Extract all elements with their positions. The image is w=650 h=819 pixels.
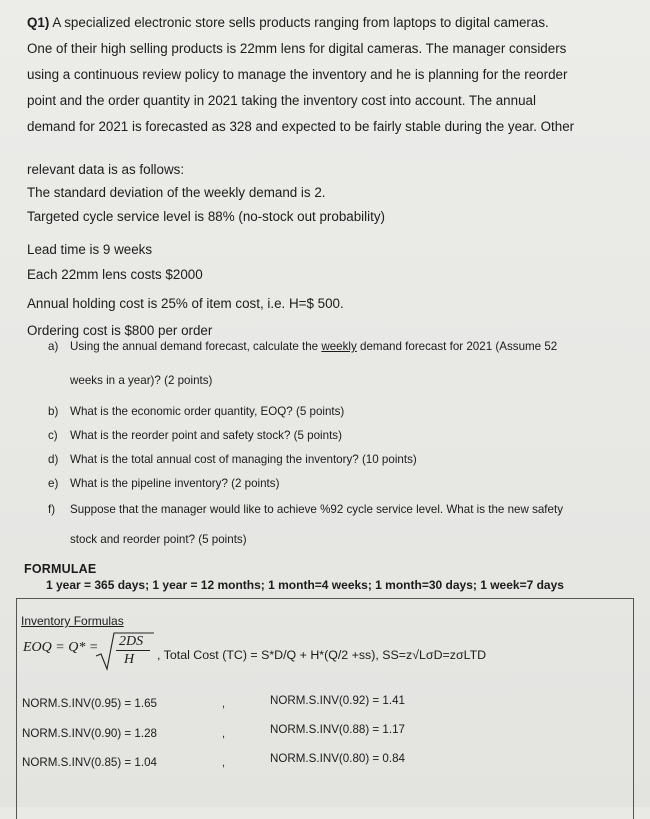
inventory-formulas-title: Inventory Formulas: [21, 614, 124, 628]
item-label: e): [48, 477, 59, 490]
list-item-d: [48, 452, 608, 468]
eoq-denominator: H: [124, 652, 135, 667]
question-line-6: relevant data is as follows:: [27, 162, 185, 177]
list-item-b: [48, 404, 608, 420]
item-label: f): [48, 503, 56, 516]
holding-cost-line: Annual holding cost is 25% of item cost, i.e. H=$ 500.: [27, 296, 344, 311]
underlined-word: weekly: [321, 340, 357, 353]
item-text: Suppose that the manager would like to achieve %92 cycle service level. What is the new safety: [70, 503, 563, 516]
eoq-lhs: EOQ = Q* =: [23, 640, 99, 655]
separator: ,: [222, 728, 226, 740]
list-item-e: [48, 476, 608, 492]
item-text-post: demand forecast for 2021 (Assume 52: [356, 340, 558, 353]
item-text: What is the total annual cost of managing the inventory? (10 points): [70, 453, 417, 466]
question-text: A specialized electronic store sells products ranging from laptops to digital cameras.: [52, 15, 549, 30]
item-label: a): [48, 340, 59, 353]
list-item-c: [48, 428, 608, 444]
norm-right-3: NORM.S.INV(0.80) = 0.84: [270, 752, 405, 765]
service-level-line: Targeted cycle service level is 88% (no-stock out probability): [27, 209, 385, 224]
norm-left-2: NORM.S.INV(0.90) = 1.28: [22, 727, 157, 740]
separator: ,: [222, 757, 226, 769]
item-label: d): [48, 453, 59, 466]
item-text: [70, 339, 557, 355]
item-text: What is the economic order quantity, EOQ? (5 points): [70, 405, 345, 418]
item-label: b): [48, 405, 59, 418]
norm-left-1: NORM.S.INV(0.95) = 1.65: [22, 697, 157, 710]
question-line-2: One of their high selling products is 22mm lens for digital cameras. The manager considers: [27, 41, 567, 56]
formulae-heading: FORMULAE: [24, 562, 97, 576]
question-line-1: [27, 14, 549, 32]
eoq-numerator: 2DS: [119, 634, 144, 649]
norm-right-2: NORM.S.INV(0.88) = 1.17: [270, 723, 405, 736]
question-line-4: point and the order quantity in 2021 taking the inventory cost into account. The annual: [27, 93, 536, 108]
item-text-pre: Using the annual demand forecast, calculate the: [70, 340, 322, 353]
question-label: Q1): [27, 15, 50, 30]
list-item-a: [48, 339, 628, 355]
total-cost-formula: , Total Cost (TC) = S*D/Q + H*(Q/2 +ss), SS=z√LσD=zσLTD: [157, 648, 487, 662]
norm-left-3: NORM.S.INV(0.85) = 1.04: [22, 756, 157, 769]
lens-cost-line: Each 22mm lens costs $2000: [27, 267, 203, 282]
question-line-5: demand for 2021 is forecasted as 328 and expected to be fairly stable during the year. Other: [27, 119, 575, 134]
list-item-f-cont: stock and reorder point? (5 points): [70, 533, 247, 546]
norm-right-1: NORM.S.INV(0.92) = 1.41: [270, 694, 405, 707]
list-item-a-cont: weeks in a year)? (2 points): [70, 374, 213, 387]
separator: ,: [222, 698, 226, 710]
list-item-f: [48, 502, 628, 518]
ordering-cost-line: Ordering cost is $800 per order: [27, 323, 213, 338]
unit-conversions: 1 year = 365 days; 1 year = 12 months; 1 month=4 weeks; 1 month=30 days; 1 week=7 days: [46, 578, 564, 592]
eoq-sqrt: [94, 632, 156, 672]
std-dev-line: The standard deviation of the weekly demand is 2.: [27, 185, 326, 200]
item-text: What is the pipeline inventory? (2 points): [70, 477, 280, 490]
item-label: c): [48, 429, 58, 442]
question-line-3: using a continuous review policy to manage the inventory and he is planning for the reorder: [27, 67, 568, 82]
item-text: What is the reorder point and safety stock? (5 points): [70, 429, 342, 442]
fraction-bar: [116, 650, 150, 651]
lead-time-line: Lead time is 9 weeks: [27, 242, 153, 257]
